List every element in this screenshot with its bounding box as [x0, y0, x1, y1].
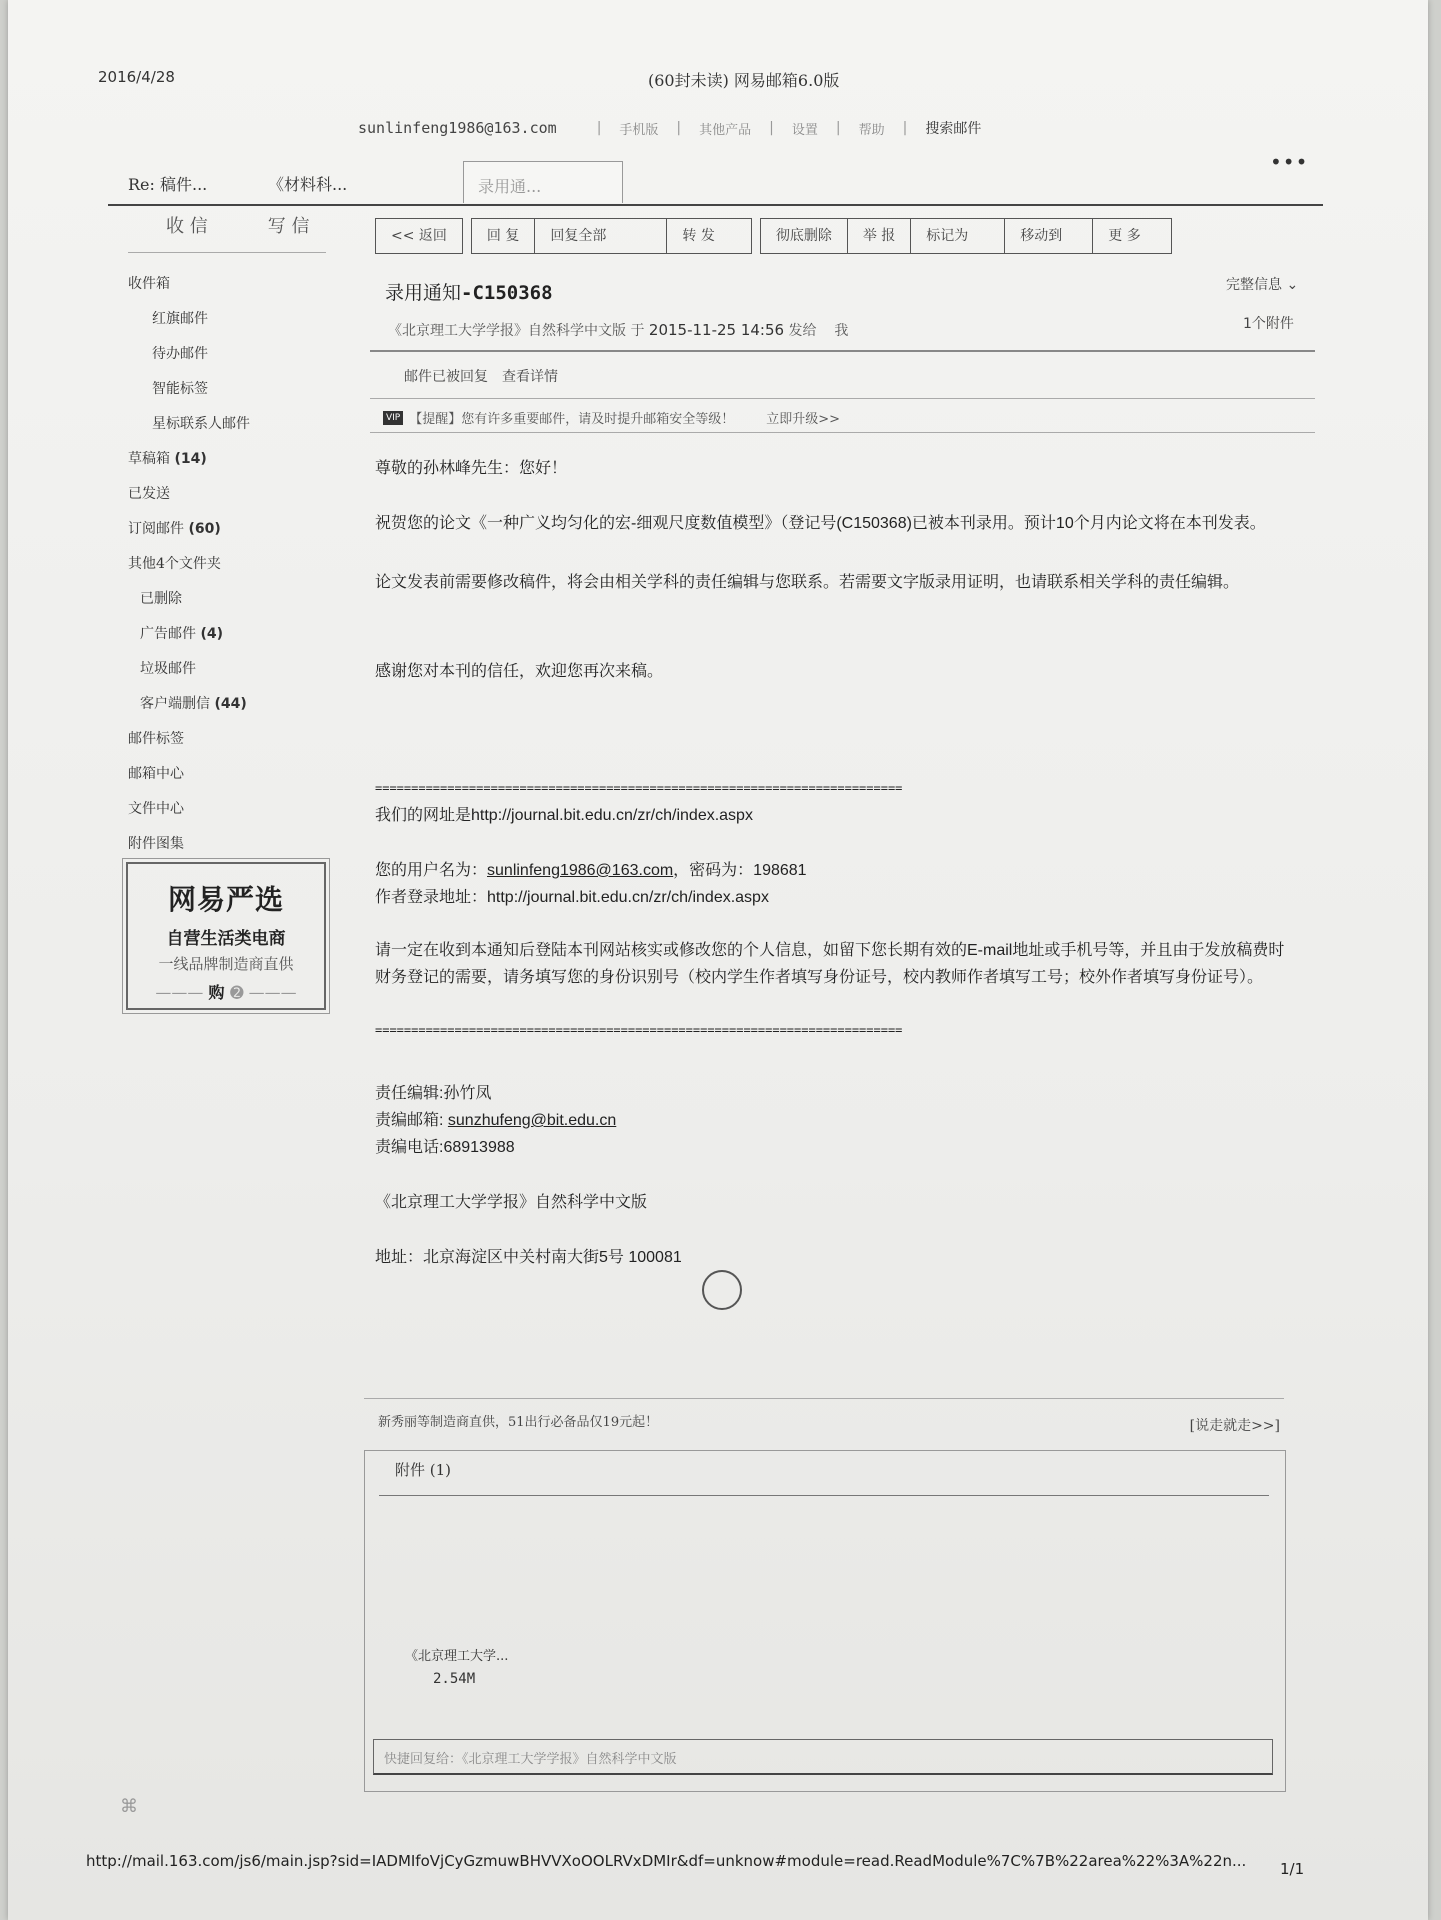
search-mail-link[interactable]: 搜索邮件	[925, 121, 982, 137]
equals-divider: =========================================================================	[375, 1023, 903, 1037]
link-other-products[interactable]: 其他产品	[699, 122, 752, 138]
paragraph-revise: 论文发表前需要修改稿件，将会由相关学科的责任编辑与您联系。若需要文字版录用证明，也请联系相关学科的责任编辑。	[375, 574, 1240, 591]
ad-title: 网易严选	[167, 883, 284, 916]
page-number: 1/1	[1280, 1860, 1305, 1878]
login-line: 作者登录地址：http://journal.bit.edu.cn/zr/ch/index.aspx	[375, 889, 769, 906]
sidebar-item[interactable]	[128, 757, 348, 792]
account-email[interactable]: sunlinfeng1986@163.com	[358, 119, 557, 137]
folder-list	[128, 267, 348, 862]
editor-phone: 责编电话:68913988	[375, 1139, 515, 1156]
more-dots-icon[interactable]: •••	[1270, 150, 1309, 174]
reply-button[interactable]: 回 复	[472, 219, 535, 253]
sidebar-item-label: 附件图集	[128, 836, 184, 852]
separator: |	[902, 120, 908, 136]
more-button[interactable]: 更 多	[1108, 228, 1141, 244]
separator: |	[835, 120, 841, 136]
login-link[interactable]: http://journal.bit.edu.cn/zr/ch/index.aspx	[487, 889, 769, 906]
sender-name[interactable]: 《北京理工大学学报》自然科学中文版	[388, 323, 626, 339]
sidebar	[128, 212, 348, 862]
separator: |	[769, 120, 774, 136]
sidebar-item-label: 已发送	[128, 486, 170, 502]
tab-materials[interactable]: 《材料科...	[268, 175, 348, 194]
paragraph-info: 请一定在收到本通知后登陆本刊网站核实或修改您的个人信息，如留下您长期有效的E-mail地址或手机号等，并且由于发放稿费时财务登记的需要，请务填写您的身份识别号（校内学生作者填写身份证号，校内教师作者填写工号；校外作者填写身份证号）。	[375, 942, 1285, 986]
sidebar-item-count: (14)	[174, 451, 207, 467]
sidebar-item-label: 星标联系人邮件	[152, 416, 250, 432]
sidebar-item-label: 垃圾邮件	[140, 661, 196, 677]
sidebar-item-label: 已删除	[140, 591, 182, 607]
sidebar-item[interactable]	[128, 442, 348, 477]
link-mobile[interactable]: 手机版	[619, 122, 659, 138]
divider	[370, 432, 1315, 433]
tab-bar	[108, 158, 1323, 206]
attachment-title: 附件 (1)	[395, 1461, 452, 1479]
sidebar-item-label: 草稿箱	[128, 451, 170, 467]
editor-email-link[interactable]: sunzhufeng@bit.edu.cn	[447, 1112, 617, 1129]
sidebar-item[interactable]	[128, 267, 348, 302]
sidebar-item[interactable]	[128, 652, 348, 687]
forward-button[interactable]: 转 发	[682, 228, 715, 244]
sidebar-item[interactable]	[128, 372, 348, 407]
separator: |	[596, 120, 602, 136]
replied-status: 邮件已被回复 查看详情	[404, 369, 558, 385]
sidebar-item[interactable]	[128, 827, 348, 862]
report-button[interactable]: 举 报	[848, 219, 911, 253]
divider	[370, 350, 1315, 352]
website-line: 我们的网址是http://journal.bit.edu.cn/zr/ch/index.aspx	[375, 807, 753, 824]
mail-meta: 《北京理工大学学报》自然科学中文版 于 2015-11-25 14:56 发给 我	[388, 321, 849, 339]
receive-button[interactable]: 收 信	[166, 216, 208, 237]
journal-name: 《北京理工大学学报》自然科学中文版	[375, 1194, 648, 1211]
view-details-link[interactable]: 查看详情	[502, 369, 558, 385]
ad-tagline: 一线品牌制造商直供	[158, 955, 294, 973]
address: 地址：北京海淀区中关村南大街5号 100081	[375, 1249, 682, 1266]
print-date: 2016/4/28	[98, 68, 175, 86]
print-url: http://mail.163.com/js6/main.jsp?sid=IADMIfoVjCyGzmuwBHVVXoOOLRVxDMIr&df=unknow#module=read.ReadModule%7C%7B%22area%22%3A%22n...	[86, 1852, 1247, 1870]
editor-email-line: 责编邮箱: sunzhufeng@bit.edu.cn	[375, 1112, 617, 1129]
recipient[interactable]: 我	[834, 323, 849, 339]
attachment-panel	[364, 1450, 1286, 1792]
full-info-toggle[interactable]: 完整信息 ⌄	[1226, 277, 1299, 293]
sidebar-item-label: 智能标签	[152, 381, 208, 397]
editor-name: 责任编辑:孙竹凤	[375, 1085, 492, 1102]
sidebar-item[interactable]	[128, 687, 348, 722]
mail-subject: 录用通知-C150368	[385, 282, 553, 304]
sidebar-item-label: 订阅邮件	[128, 521, 184, 537]
vip-icon: VIP	[383, 411, 403, 425]
security-notice: VIP 【提醒】您有许多重要邮件，请及时提升邮箱安全等级！ 立即升级>>	[383, 408, 840, 427]
link-help[interactable]: 帮助	[858, 122, 885, 138]
footer-ad	[364, 1398, 1284, 1439]
footer-ad-link[interactable]: [说走就走>>]	[1189, 1418, 1280, 1434]
sidebar-item[interactable]	[128, 337, 348, 372]
arrow-right-icon: ➋	[230, 983, 244, 1002]
separator: |	[676, 120, 682, 136]
paragraph-thanks: 感谢您对本刊的信任，欢迎您再次来稿。	[375, 663, 664, 680]
mark-as-button[interactable]: 标记为	[911, 219, 1005, 253]
footer-ad-text[interactable]: 新秀丽等制造商直供，51出行必备品仅19元起！	[378, 1415, 659, 1430]
quick-reply-input[interactable]: 快捷回复给：《北京理工大学学报》自然科学中文版	[373, 1739, 1273, 1775]
tab-re-manuscript[interactable]: Re: 稿件...	[128, 175, 208, 194]
link-settings[interactable]: 设置	[791, 122, 818, 138]
mail-body	[375, 455, 1300, 1271]
ad-subtitle: 自营生活类电商	[166, 929, 286, 949]
sidebar-item[interactable]	[128, 477, 348, 512]
sent-time: 2015-11-25 14:56	[648, 321, 785, 339]
sidebar-item-count: (60)	[188, 521, 221, 537]
upgrade-link[interactable]: 立即升级>>	[766, 412, 841, 427]
sidebar-item-label: 邮件标签	[128, 731, 184, 747]
printed-page	[8, 0, 1428, 1920]
delete-button[interactable]: 彻底删除	[761, 219, 848, 253]
sidebar-item-count: (4)	[200, 626, 223, 642]
sidebar-item-count: (44)	[214, 696, 247, 712]
greeting: 尊敬的孙林峰先生：您好！	[375, 460, 568, 477]
ad-buy-button[interactable]: ——— 购 ➋ ———	[155, 983, 297, 1002]
paragraph-accept: 祝贺您的论文《一种广义均匀化的宏-细观尺度数值模型》（登记号(C150368)已被本刊录用。预计10个月内论文将在本刊发表。	[375, 515, 1266, 532]
sidebar-item-label: 客户端删信	[140, 696, 210, 712]
sidebar-item-label: 文件中心	[128, 801, 184, 817]
equals-divider: =========================================================================	[375, 781, 903, 795]
sidebar-item-label: 广告邮件	[140, 626, 196, 642]
yanxuan-ad[interactable]	[126, 862, 326, 1010]
sidebar-item-label: 待办邮件	[152, 346, 208, 362]
sidebar-item[interactable]	[128, 582, 348, 617]
sidebar-item[interactable]	[128, 547, 348, 582]
website-link[interactable]: http://journal.bit.edu.cn/zr/ch/index.aspx	[471, 807, 753, 824]
move-to-button[interactable]: 移动到	[1005, 219, 1093, 253]
print-title: (60封未读) 网易邮箱6.0版	[648, 71, 840, 90]
top-bar	[358, 118, 981, 138]
divider	[370, 398, 1315, 399]
sidebar-item[interactable]	[128, 512, 348, 547]
sidebar-item[interactable]	[128, 302, 348, 337]
chevron-down-icon: ⌄	[1286, 277, 1299, 293]
attachment-count[interactable]: 1个附件	[1243, 316, 1294, 332]
attachment-file-size: 2.54M	[433, 1671, 476, 1687]
sidebar-item-label: 红旗邮件	[152, 311, 208, 327]
reply-all-button[interactable]: 回复全部	[535, 219, 667, 253]
pen-circle-mark	[702, 1270, 742, 1310]
tab-acceptance[interactable]: 录用通...	[463, 161, 623, 203]
credentials-line: 您的用户名为：sunlinfeng1986@163.com，密码为：198681	[375, 862, 807, 879]
sidebar-actions	[128, 212, 326, 253]
attachment-file-name[interactable]: 《北京理工大学...	[405, 1649, 509, 1664]
mail-toolbar	[375, 218, 1172, 254]
divider	[379, 1495, 1269, 1496]
sidebar-item[interactable]	[128, 407, 348, 442]
back-button[interactable]: << 返回	[391, 228, 447, 244]
clover-icon: ⌘	[120, 1796, 138, 1817]
sidebar-item-label: 收件箱	[128, 276, 170, 292]
compose-button[interactable]: 写 信	[267, 216, 310, 237]
sidebar-item[interactable]	[128, 722, 348, 757]
sidebar-item[interactable]	[128, 792, 348, 827]
sidebar-item-label: 邮箱中心	[128, 766, 184, 782]
username-link[interactable]: sunlinfeng1986@163.com	[487, 862, 674, 879]
sidebar-item-label: 其他4个文件夹	[128, 556, 221, 572]
sidebar-item[interactable]	[128, 617, 348, 652]
